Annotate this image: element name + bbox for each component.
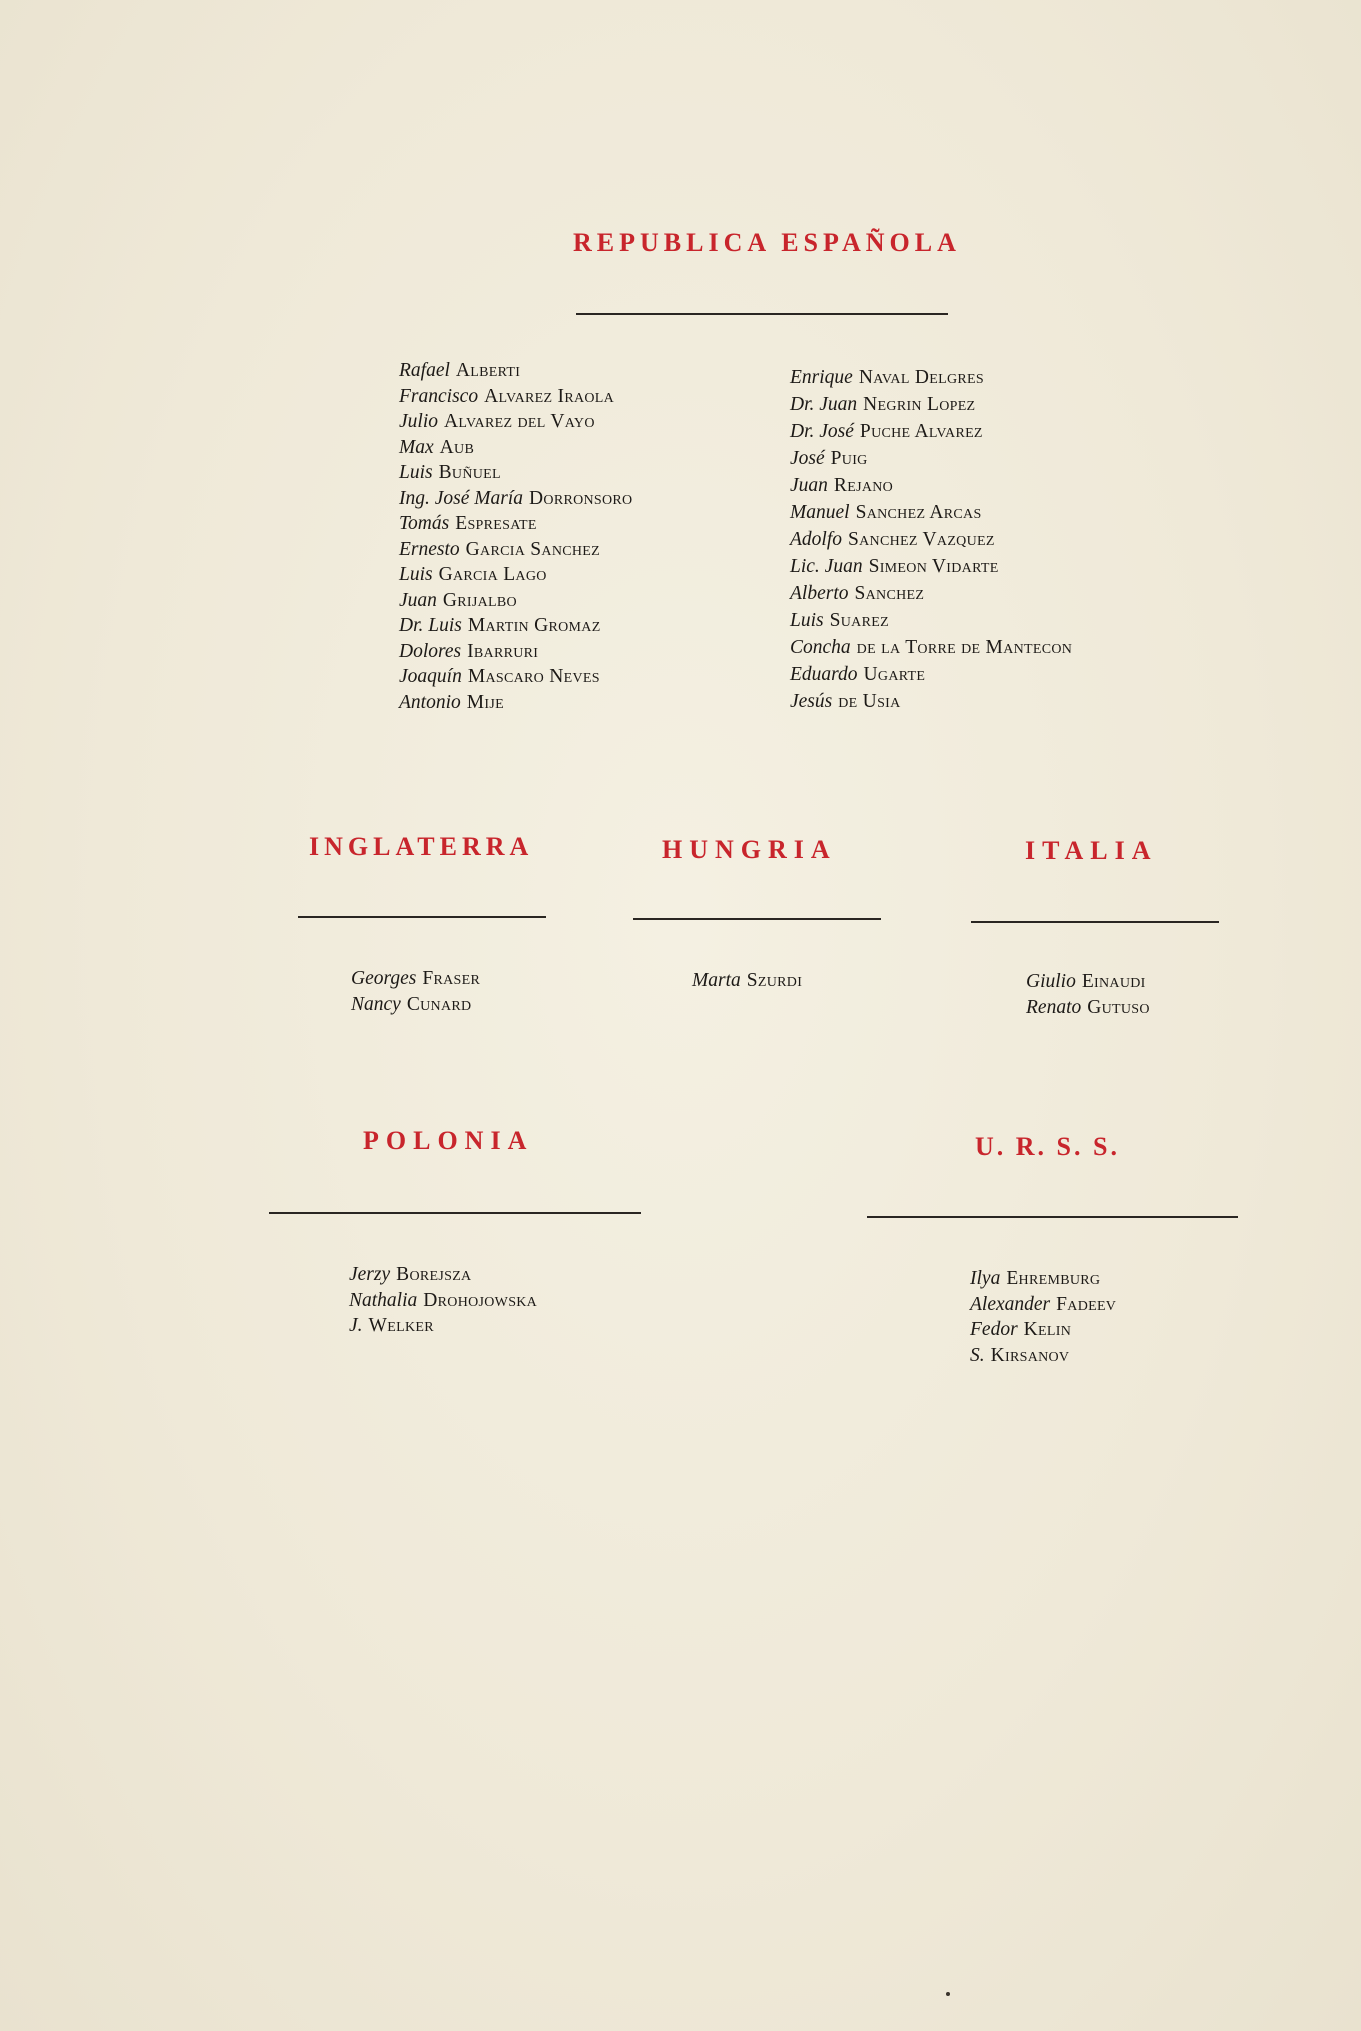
heading-hungria: HUNGRIA (662, 835, 837, 864)
given-name: Rafael (399, 360, 450, 381)
rule-italia (971, 921, 1219, 923)
surname: Einaudi (1081, 971, 1146, 992)
name-entry (790, 418, 1072, 445)
given-name: S. (970, 1344, 985, 1366)
surname: Martin Gromaz (467, 615, 601, 636)
name-entry (399, 562, 632, 588)
name-entry (349, 1262, 537, 1288)
given-name: Juan (399, 589, 437, 611)
given-name: Julio (399, 411, 438, 432)
given-name: Max (399, 436, 434, 458)
surname: Szurdi (746, 970, 803, 991)
name-entry (790, 607, 1072, 634)
given-name: Tomás (399, 513, 450, 534)
surname: Kelin (1023, 1319, 1072, 1340)
given-name: José (790, 448, 825, 469)
name-entry (790, 661, 1072, 688)
name-entry (399, 613, 632, 639)
given-name: Georges (351, 968, 417, 989)
given-name: Luis (399, 564, 433, 585)
name-entry (1026, 969, 1150, 995)
name-entry (399, 435, 632, 461)
list-hungria (692, 968, 802, 994)
given-name: Ernesto (399, 538, 460, 560)
surname: Borejsza (396, 1264, 472, 1285)
surname: Ugarte (863, 664, 926, 685)
given-name: Antonio (399, 691, 461, 713)
surname: Negrin Lopez (863, 394, 976, 415)
given-name: Jesús (790, 691, 833, 712)
surname: Garcia Sanchez (465, 538, 601, 560)
name-entry (790, 580, 1072, 607)
name-entry (349, 1313, 537, 1339)
given-name: Francisco (399, 385, 479, 407)
surname: Puche Alvarez (859, 421, 983, 442)
given-name: Renato (1026, 996, 1082, 1018)
name-entry (790, 472, 1072, 499)
given-name: Eduardo (790, 664, 858, 685)
name-entry (399, 409, 632, 435)
name-entry (970, 1266, 1116, 1292)
list-republica-left (399, 358, 632, 715)
surname: Fraser (422, 968, 481, 989)
surname: Alvarez Iraola (484, 385, 615, 407)
name-entry (351, 966, 480, 992)
given-name: Concha (790, 637, 851, 658)
name-entry (790, 634, 1072, 661)
surname: Alberti (455, 360, 521, 381)
given-name: Dr. José (790, 421, 854, 442)
name-entry (399, 639, 632, 665)
list-inglaterra (351, 966, 480, 1017)
given-name: Marta (692, 970, 741, 991)
surname: Mije (466, 691, 504, 713)
heading-polonia: POLONIA (363, 1126, 534, 1155)
surname: Cunard (406, 993, 472, 1015)
surname: Mascaro Neves (467, 666, 600, 687)
surname: Aub (439, 436, 475, 458)
rule-hungria (633, 918, 881, 920)
surname: de la Torre de Mantecon (856, 637, 1073, 658)
given-name: Nathalia (349, 1289, 418, 1311)
surname: Rejano (833, 475, 894, 496)
name-entry (399, 460, 632, 486)
name-entry (399, 664, 632, 690)
surname: Ehremburg (1006, 1268, 1101, 1289)
name-entry (790, 526, 1072, 553)
surname: Sanchez Vazquez (848, 529, 995, 550)
name-entry (692, 968, 802, 994)
heading-italia: ITALIA (1025, 836, 1158, 865)
given-name: Ing. José María (399, 487, 524, 509)
name-entry (790, 391, 1072, 418)
surname: Dorronsoro (529, 487, 633, 509)
surname: Simeon Vidarte (868, 556, 999, 577)
name-entry (399, 588, 632, 614)
surname: Welker (368, 1315, 434, 1336)
given-name: Juan (790, 475, 828, 496)
surname: Espresate (455, 513, 537, 534)
rule-urss (867, 1216, 1238, 1218)
surname: Naval Delgres (858, 367, 984, 388)
name-entry (399, 358, 632, 384)
name-entry (790, 688, 1072, 715)
name-entry (399, 486, 632, 512)
name-entry (399, 537, 632, 563)
name-entry (1026, 995, 1150, 1021)
surname: Puig (830, 448, 868, 469)
name-entry (970, 1317, 1116, 1343)
surname: Sanchez Arcas (855, 502, 982, 523)
given-name: Dolores (399, 640, 462, 662)
surname: Garcia Lago (438, 564, 547, 585)
heading-republica-espanola: REPUBLICA ESPAÑOLA (573, 228, 961, 257)
given-name: Lic. Juan (790, 556, 863, 577)
list-italia (1026, 969, 1150, 1020)
list-republica-right (790, 364, 1072, 715)
heading-inglaterra: INGLATERRA (309, 832, 534, 861)
name-entry (790, 499, 1072, 526)
given-name: J. (349, 1315, 363, 1336)
name-entry (790, 445, 1072, 472)
given-name: Adolfo (790, 529, 842, 550)
name-entry (351, 992, 480, 1018)
surname: Gutuso (1087, 996, 1150, 1018)
surname: Fadeev (1056, 1293, 1117, 1315)
name-entry (399, 690, 632, 716)
given-name: Luis (399, 462, 433, 483)
given-name: Dr. Juan (790, 394, 858, 415)
surname: Kirsanov (990, 1344, 1070, 1366)
paper-speck (946, 1992, 950, 1996)
surname: Grijalbo (442, 589, 517, 611)
surname: de Usia (838, 691, 901, 712)
surname: Drohojowska (423, 1289, 538, 1311)
heading-urss: U. R. S. S. (975, 1132, 1120, 1161)
given-name: Alexander (970, 1293, 1051, 1315)
given-name: Joaquín (399, 666, 462, 687)
list-polonia (349, 1262, 537, 1339)
given-name: Nancy (351, 993, 401, 1015)
rule-inglaterra (298, 916, 546, 918)
surname: Alvarez del Vayo (444, 411, 595, 432)
name-entry (970, 1292, 1116, 1318)
given-name: Luis (790, 610, 824, 631)
surname: Ibarruri (467, 640, 539, 662)
given-name: Dr. Luis (399, 615, 462, 636)
name-entry (399, 384, 632, 410)
given-name: Alberto (790, 583, 849, 604)
name-entry (790, 364, 1072, 391)
name-entry (349, 1288, 537, 1314)
name-entry (970, 1343, 1116, 1369)
given-name: Fedor (970, 1319, 1018, 1340)
surname: Sanchez (854, 583, 925, 604)
name-entry (790, 553, 1072, 580)
list-urss (970, 1266, 1116, 1368)
rule-republica (576, 313, 948, 315)
rule-polonia (269, 1212, 641, 1214)
given-name: Giulio (1026, 971, 1076, 992)
surname: Buñuel (438, 462, 501, 483)
given-name: Enrique (790, 367, 853, 388)
name-entry (399, 511, 632, 537)
given-name: Ilya (970, 1268, 1001, 1289)
surname: Suarez (829, 610, 889, 631)
given-name: Jerzy (349, 1264, 391, 1285)
given-name: Manuel (790, 502, 850, 523)
